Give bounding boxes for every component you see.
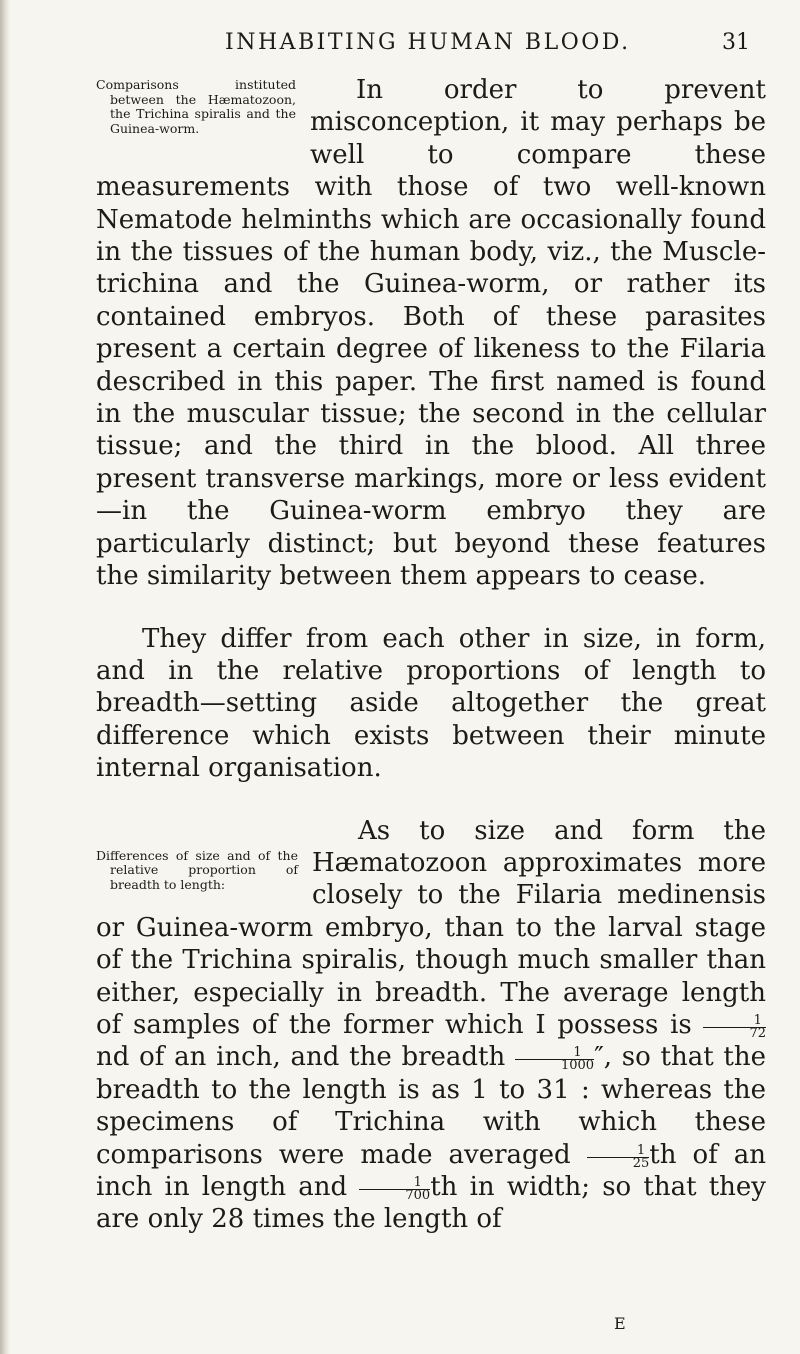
fraction-numerator: 1 [587, 1145, 650, 1158]
paragraph-1-text: In order to prevent misconception, it may perhaps be well to compare these measurements with those of two well-known Nematode helminths which are occasionally found in the tissues of the human body, viz., the Muscle-trichina and the Guinea-worm, or rather its contained embryos. Both of these parasites present a certain degree of likeness to the Filaria described in this paper. The first named is found in the muscular tissue; the second in the cellular tissue; and the third in the blood. All three present transverse markings, more or less evident—in the Guinea-worm embryo they are particularly distinct; but beyond these features the similarity between them appears to cease. [96, 75, 766, 592]
paragraph-3-text-c: ″, so that the breadth to the length is as 1 to 31 : whereas the specimens of Trichina with which these comparisons were made averaged [96, 1042, 766, 1170]
running-head: INHABITING HUMAN BLOOD. [225, 30, 631, 55]
body-text [96, 74, 766, 1236]
paragraph-3-text-b: nd of an inch, and the breadth [96, 1042, 515, 1073]
sidenote-differences: Differences of size and of the relative proportion of breadth to length: [96, 847, 298, 892]
fraction-trichina-width [359, 1177, 430, 1202]
fraction-denominator: 25 [632, 1155, 650, 1171]
paragraph-3-text-d: th of an inch in length and [96, 1139, 766, 1202]
paragraph-1 [96, 74, 766, 593]
fraction-trichina-length [587, 1142, 650, 1171]
paragraph-3-text-e: th in width; so that they are only 28 times the length of [96, 1172, 766, 1235]
fraction-denominator: 1000 [560, 1058, 595, 1074]
paragraph-3 [96, 815, 766, 1236]
fraction-denominator: 72 [749, 1025, 766, 1041]
page-edge-shadow [0, 0, 10, 1354]
fraction-numerator: 1 [515, 1047, 594, 1060]
fraction-breadth [515, 1047, 594, 1072]
paragraph-3-text-a: As to size and form the Hæmatozoon approximates more closely to the Filaria medinensis or Guinea-worm embryo, than to the larval stage of the Trichina spiralis, though much smaller than either, especially in breadth. The average length of samples of the former which I possess is [96, 815, 766, 1040]
page-header [100, 30, 750, 70]
fraction-length [703, 1012, 766, 1041]
fraction-numerator: 1 [703, 1015, 766, 1028]
page-number: 31 [722, 30, 750, 55]
signature-mark: E [614, 1314, 626, 1333]
fraction-numerator: 1 [359, 1177, 430, 1190]
sidenote-comparisons: Comparisons instituted between the Hæmatozoon, the Trichina spiralis and the Guinea-worm. [96, 77, 296, 136]
fraction-denominator: 700 [405, 1188, 431, 1203]
paragraph-2: They differ from each other in size, in form, and in the relative proportions of length to breadth—setting aside altogether the great difference which exists between their minute internal organisation. [96, 623, 766, 784]
